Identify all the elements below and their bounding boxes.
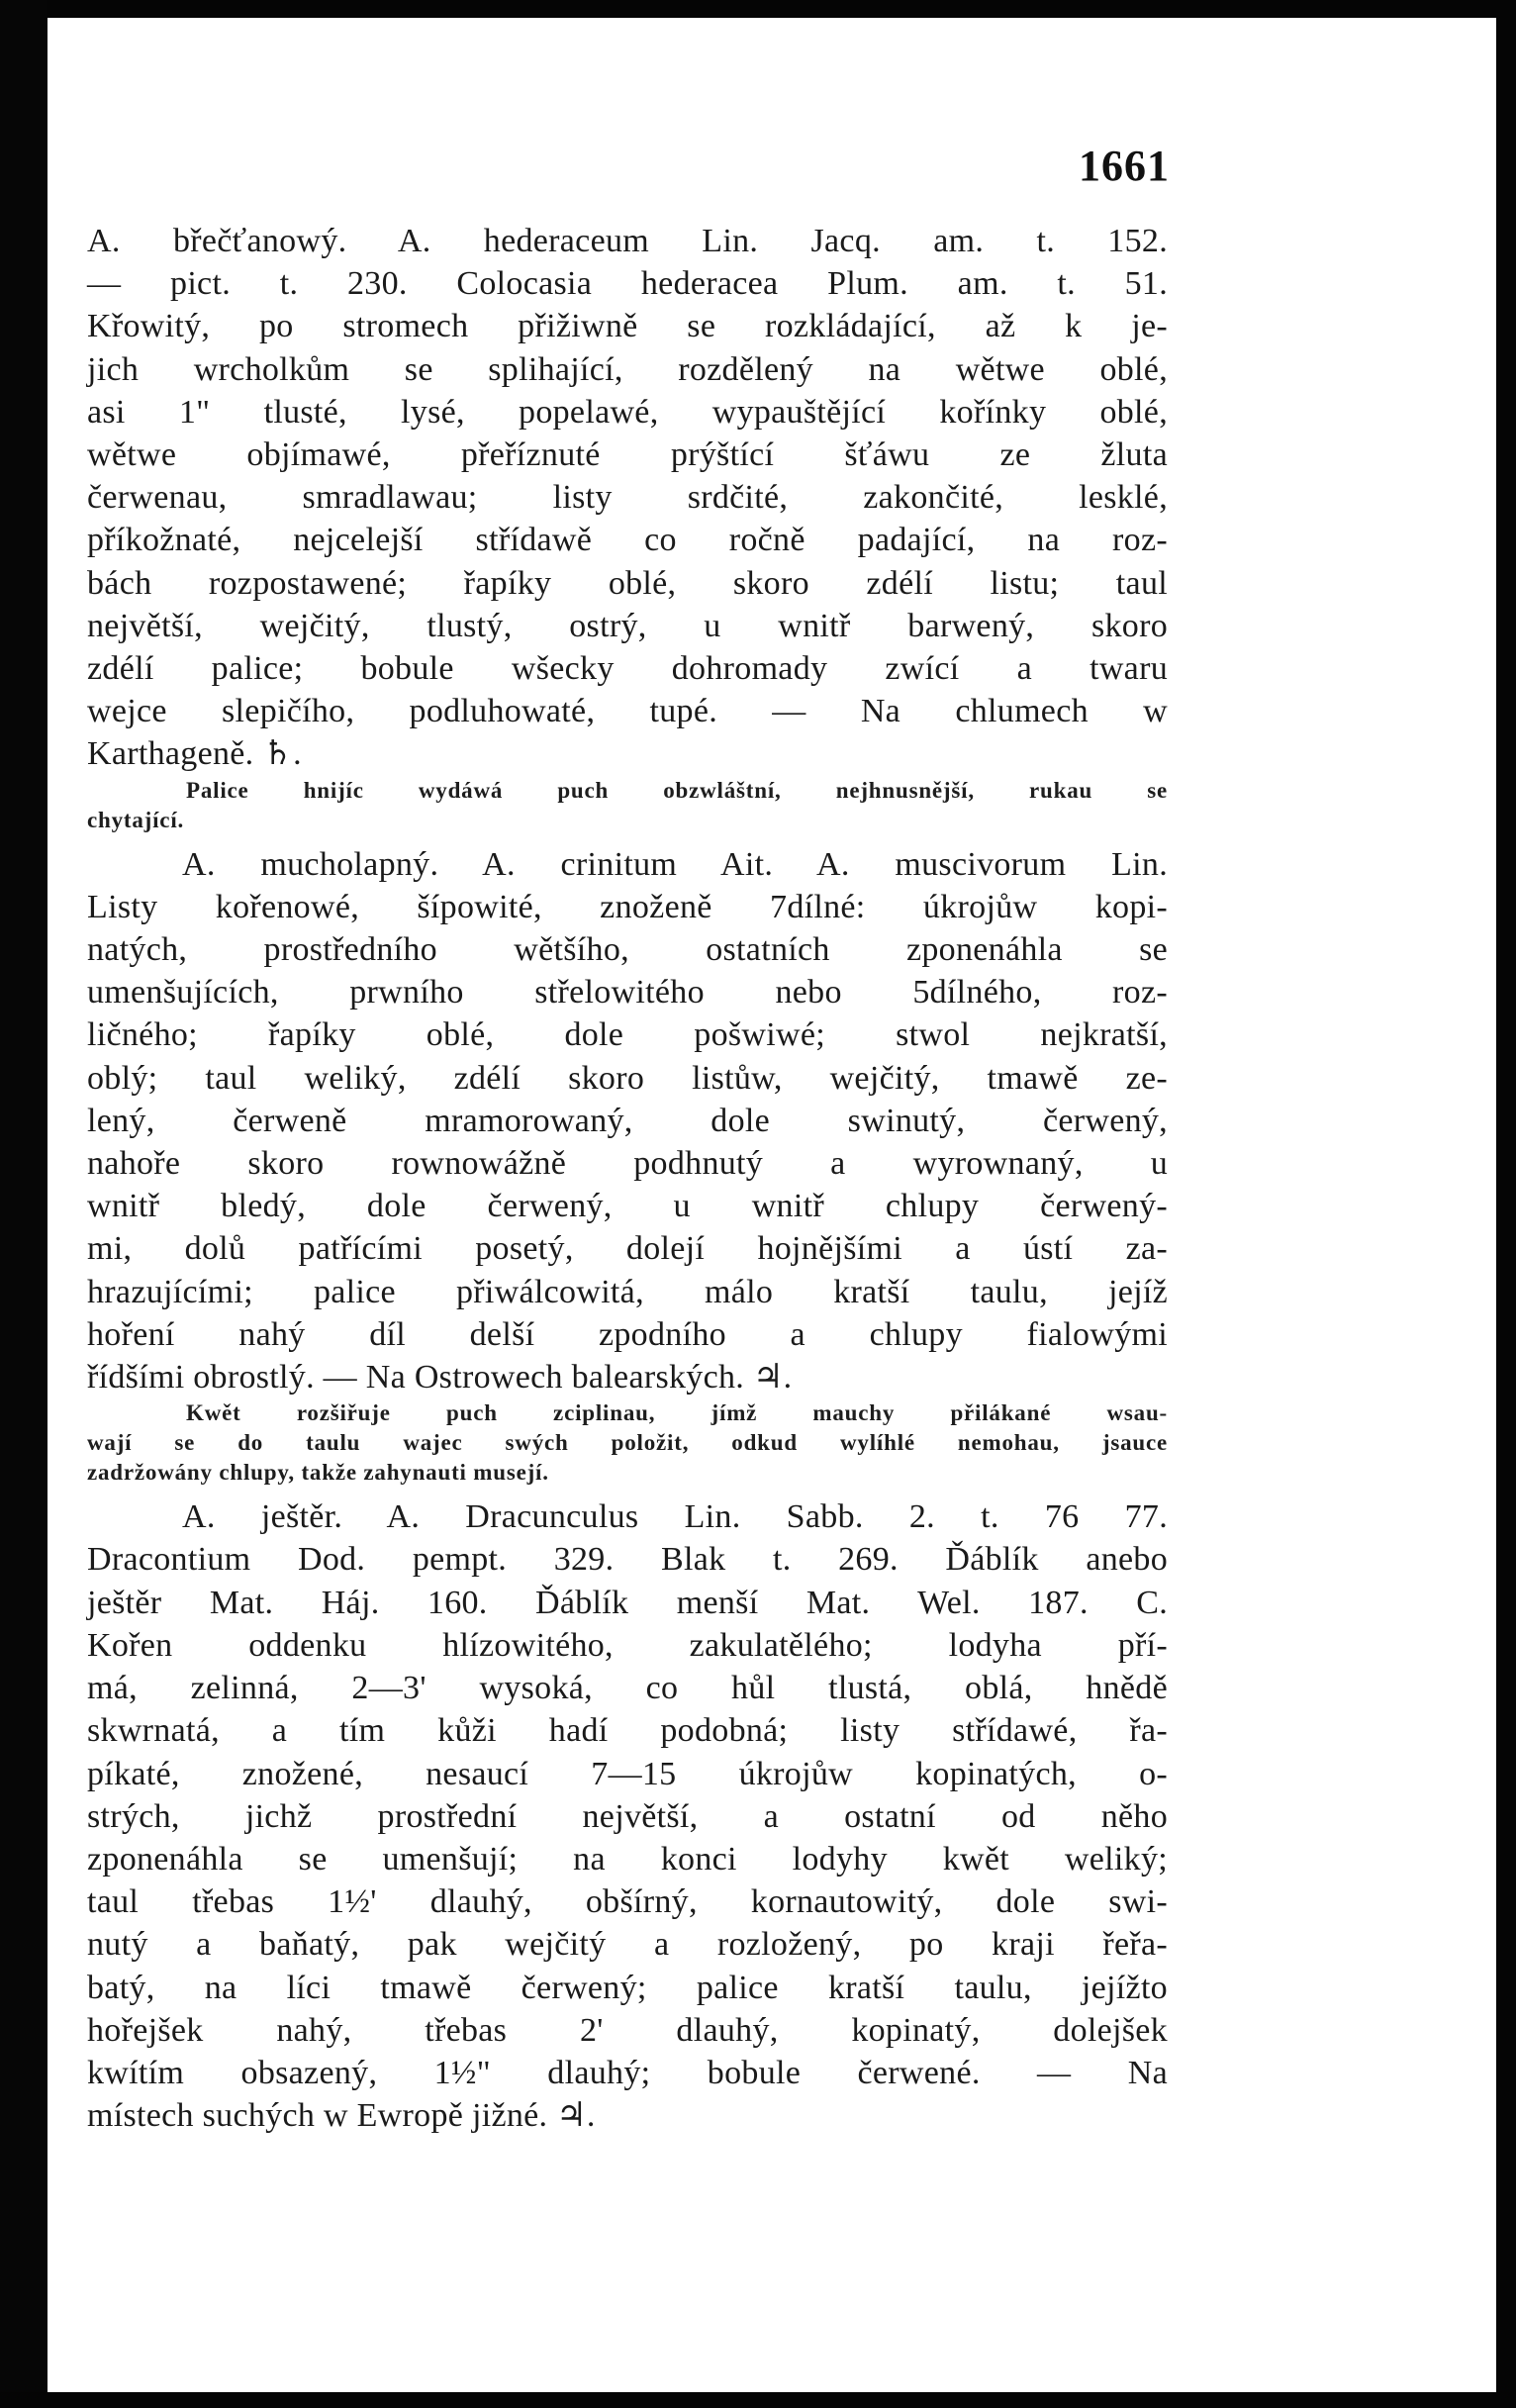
text-line: místech suchých w Ewropě jižné. ♃. bbox=[87, 2097, 596, 2135]
text-line: bách rozpostawené; řapíky oblé, skoro zdélí listu; taul bbox=[87, 564, 1168, 602]
page-body bbox=[87, 220, 1168, 2137]
text-line: Karthageně. ♄. bbox=[87, 735, 302, 773]
text-line: hoření nahý díl delší zpodního a chlupy fialowými bbox=[87, 1315, 1168, 1353]
text-line: píkaté, znožené, nesaucí 7—15 úkrojůw kopinatých, o- bbox=[87, 1755, 1168, 1792]
text-line: jich wrcholkům se splihající, rozdělený na wětwe oblé, bbox=[87, 350, 1168, 388]
text-line: A. ještěr. A. Dracunculus Lin. Sabb. 2. t. 76 77. bbox=[182, 1498, 1168, 1536]
scan-border-right bbox=[1496, 0, 1516, 2408]
text-line: batý, na líci tmawě čerwený; palice kratší taulu, jejížto bbox=[87, 1969, 1168, 2006]
text-line: hořejšek nahý, třebas 2' dlauhý, kopinatý, dolejšek bbox=[87, 2011, 1168, 2049]
text-line: největší, wejčitý, tlustý, ostrý, u wnitř barwený, skoro bbox=[87, 607, 1168, 644]
text-line: skwrnatá, a tím kůži hadí podobná; listy střídawé, řa- bbox=[87, 1712, 1168, 1750]
text-line: natých, prostředního wětšího, ostatních zponenáhla se bbox=[87, 931, 1168, 969]
scan-border-bottom bbox=[0, 2392, 1516, 2408]
text-line: oblý; taul weliký, zdélí skoro listůw, wejčitý, tmawě ze- bbox=[87, 1059, 1168, 1097]
text-line: kwítím obsazený, 1½" dlauhý; bobule čerwené. — Na bbox=[87, 2054, 1168, 2091]
text-line: Kořen oddenku hlízowitého, zakulatělého; lodyha pří- bbox=[87, 1626, 1168, 1664]
page-number: 1661 bbox=[1079, 142, 1170, 190]
text-line: ličného; řapíky oblé, dole pošwiwé; stwol nejkratší, bbox=[87, 1016, 1168, 1054]
text-line: zdélí palice; bobule wšecky dohromady zwící a twaru bbox=[87, 650, 1168, 688]
footnote-line: Kwět rozšiřuje puch zciplinau, jímž mauchy přilákané wsau- bbox=[186, 1400, 1168, 1426]
scan-border-top bbox=[0, 0, 1516, 18]
text-line: mi, dolů patřícími posetý, dolejí hojnějšími a ústí za- bbox=[87, 1230, 1168, 1268]
text-line: Křowitý, po stromech přižiwně se rozkládající, až k je- bbox=[87, 308, 1168, 345]
footnote-line: Palice hnijíc wydáwá puch obzwláštní, nejhnusnější, rukau se bbox=[186, 777, 1168, 803]
text-line: nutý a baňatý, pak wejčitý a rozložený, po kraji řeřa- bbox=[87, 1926, 1168, 1964]
text-line: čerwenau, smradlawau; listy srdčité, zakončité, lesklé, bbox=[87, 479, 1168, 517]
text-line: řídšími obrostlý. — Na Ostrowech balearských. ♃. bbox=[87, 1359, 793, 1397]
footnote bbox=[87, 1398, 1168, 1488]
footnote-line: zadržowány chlupy, takže zahynauti musejí. bbox=[87, 1460, 549, 1486]
text-line: nahoře skoro rownowážně podhnutý a wyrownaný, u bbox=[87, 1145, 1168, 1183]
text-line: A. břečťanowý. A. hederaceum Lin. Jacq. am. t. 152. bbox=[87, 223, 1168, 259]
text-line: wětwe objímawé, přeříznuté prýštící šťáwu ze žluta bbox=[87, 436, 1168, 474]
text-line: umenšujících, prwního střelowitého nebo 5dílného, roz- bbox=[87, 974, 1168, 1011]
footnote-line: wají se do taulu wajec swých položit, odkud wylíhlé nemohau, jsauce bbox=[87, 1430, 1168, 1456]
text-line: Listy kořenowé, šípowité, znoženě 7dílné: úkrojůw kopi- bbox=[87, 888, 1168, 925]
text-line: ještěr Mat. Háj. 160. Ďáblík menší Mat. Wel. 187. C. bbox=[87, 1584, 1168, 1621]
text-line: lený, čerweně mramorowaný, dole swinutý, čerwený, bbox=[87, 1102, 1168, 1139]
entry-jester bbox=[87, 1495, 1168, 2137]
scan-border-left bbox=[0, 0, 47, 2408]
text-line: Dracontium Dod. pempt. 329. Blak t. 269. Ďáblík anebo bbox=[87, 1541, 1168, 1579]
text-line: zponenáhla se umenšují; na konci lodyhy kwět weliký; bbox=[87, 1840, 1168, 1878]
text-line: má, zelinná, 2—3' wysoká, co hůl tlustá, oblá, hnědě bbox=[87, 1670, 1168, 1707]
text-line: asi 1" tlusté, lysé, popelawé, wypauštějící kořínky oblé, bbox=[87, 393, 1168, 431]
entry-brectanovy bbox=[87, 220, 1168, 835]
entry-mucholapny bbox=[87, 843, 1168, 1489]
footnote-line: chytající. bbox=[87, 807, 185, 832]
text-line: wnitř bledý, dole čerwený, u wnitř chlupy čerwený- bbox=[87, 1188, 1168, 1225]
text-line: příkožnaté, nejcelejší střídawě co ročně padající, na roz- bbox=[87, 522, 1168, 559]
text-line: wejce slepičího, podluhowaté, tupé. — Na chlumech w bbox=[87, 693, 1168, 730]
text-line: taul třebas 1½' dlauhý, obšírný, kornautowitý, dole swi- bbox=[87, 1883, 1168, 1921]
text-line: strých, jichž prostřední největší, a ostatní od něho bbox=[87, 1797, 1168, 1835]
text-line: A. mucholapný. A. crinitum Ait. A. muscivorum Lin. bbox=[182, 845, 1168, 883]
text-line: — pict. t. 230. Colocasia hederacea Plum. am. t. 51. bbox=[87, 265, 1168, 303]
footnote bbox=[87, 776, 1168, 835]
text-line: hrazujícími; palice přiwálcowitá, málo kratší taulu, jejíž bbox=[87, 1273, 1168, 1310]
